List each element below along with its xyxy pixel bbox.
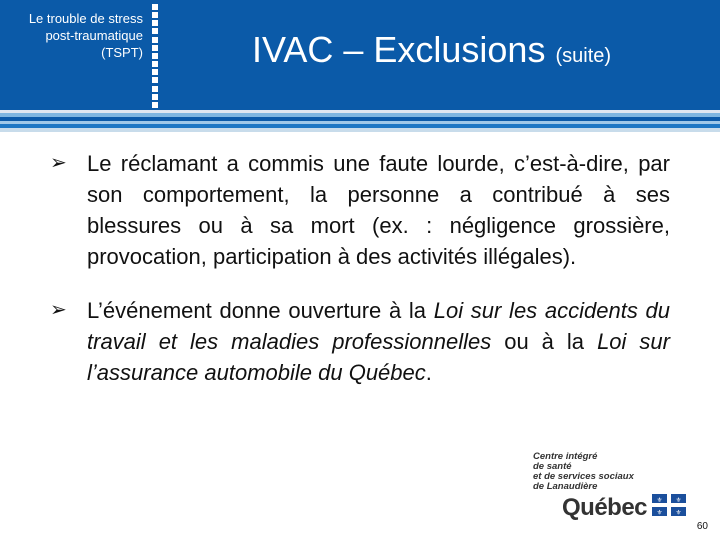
svg-text:⚜: ⚜: [675, 496, 682, 504]
bullet-text: ou à la: [491, 329, 598, 354]
cisss-logo: [530, 452, 690, 522]
org-name: Centre intégré de santé et de services sociaux de Lanaudière: [533, 451, 634, 492]
header-stripes: [0, 110, 720, 132]
bullet-item: [50, 295, 670, 388]
svg-text:⚜: ⚜: [656, 508, 663, 516]
bullet-item: [50, 148, 670, 272]
quebec-flag-icon: [652, 494, 686, 516]
bullet-text: L’événement donne ouverture à la: [87, 298, 434, 323]
law-name-atmp: Loi sur les accidents du travail et les maladies professionnelles: [87, 298, 670, 354]
svg-text:⚜: ⚜: [656, 496, 663, 504]
page-number: 60: [696, 521, 708, 532]
slide-title-main: IVAC – Exclusions: [252, 29, 546, 70]
arrow-bullet-icon: ➢: [50, 152, 67, 174]
quebec-wordmark: Québec: [562, 494, 648, 521]
bullet-text: .: [425, 360, 432, 385]
bullet-text: Le réclamant a commis une faute lourde, c’est-à-dire, par son comportement, la personne a contribué à ses blessures ou à sa mort (ex. : négligence grossière, provocation, participation à des activités illégales).: [87, 151, 670, 269]
slide-title-suffix: (suite): [555, 45, 612, 67]
law-name-saaq: Loi sur l’assurance automobile du Québec: [87, 329, 670, 385]
svg-text:⚜: ⚜: [675, 508, 682, 516]
section-title: Le trouble de stress post-traumatique (TSPT): [28, 11, 143, 60]
dotted-divider: [152, 4, 160, 108]
slide-header: [0, 0, 720, 110]
bullet-list: [50, 148, 670, 411]
arrow-bullet-icon: ➢: [50, 299, 67, 321]
slide-title: [252, 28, 611, 78]
